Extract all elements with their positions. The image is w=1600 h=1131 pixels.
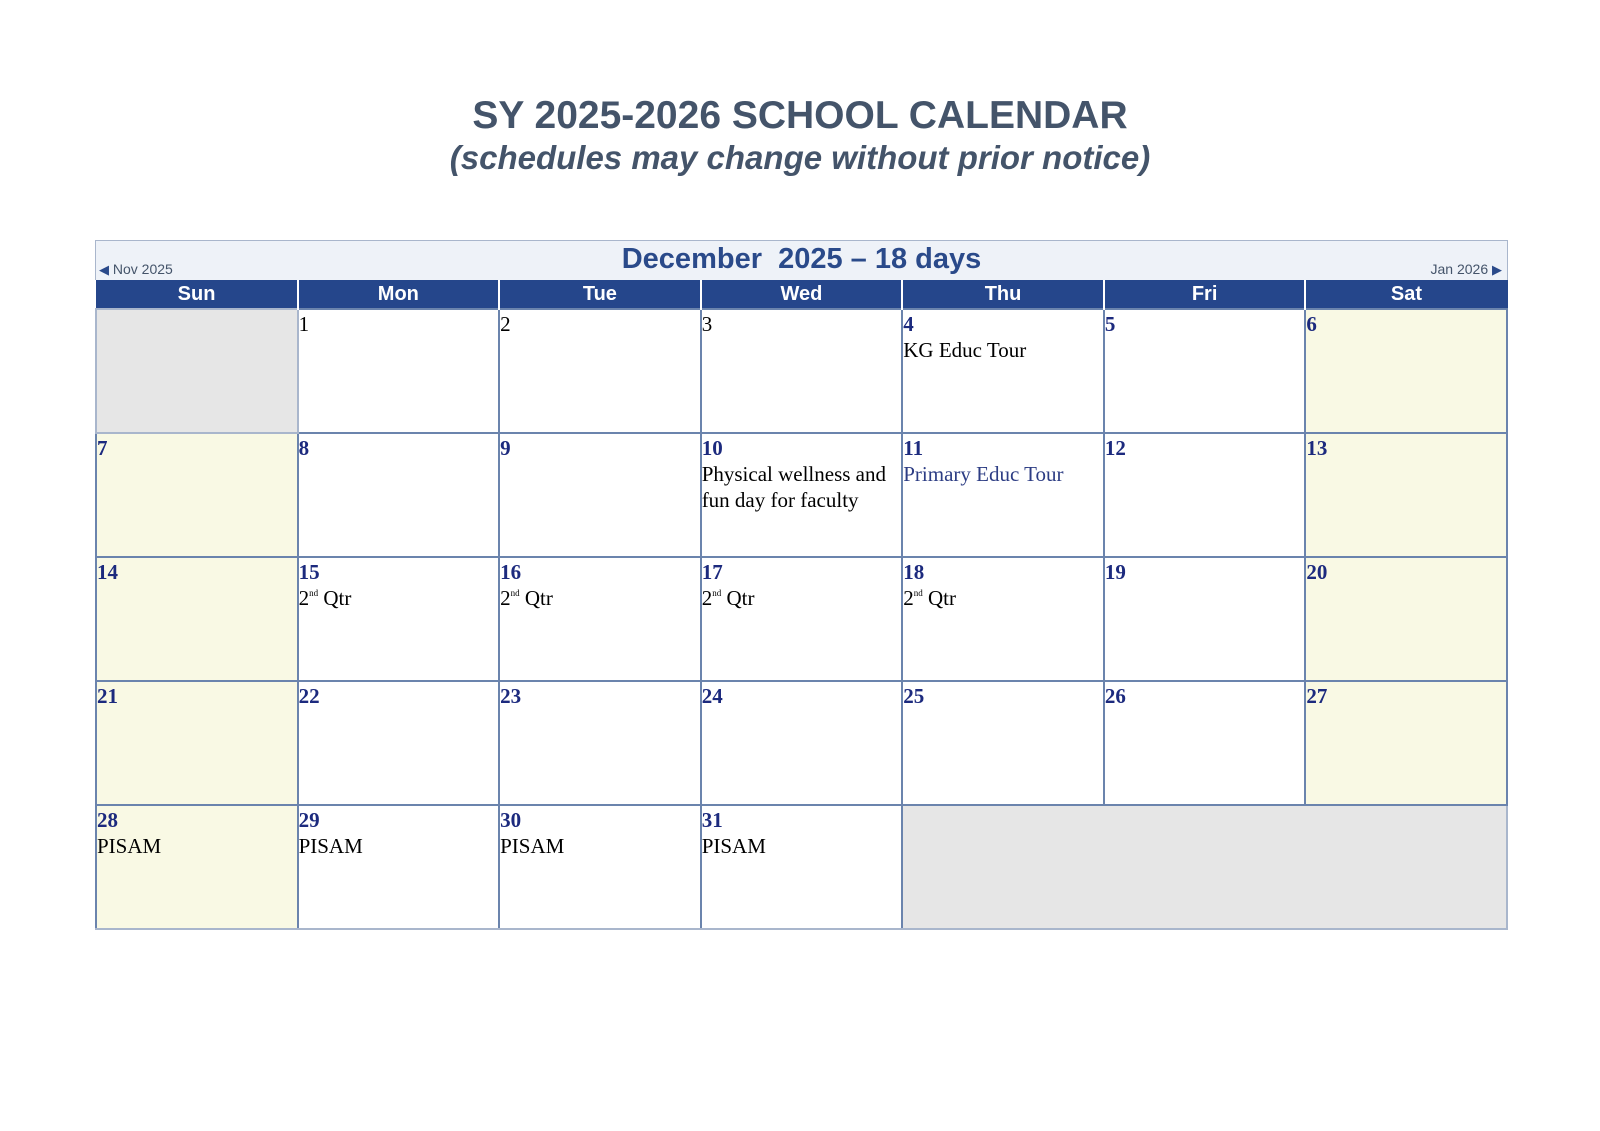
prev-month-label: Nov 2025	[112, 261, 173, 277]
day-number: 6	[1306, 312, 1317, 336]
day-cell-21[interactable]	[96, 681, 298, 805]
day-cell-11[interactable]	[902, 433, 1104, 557]
empty-day-cell	[96, 309, 298, 433]
day-number: 10	[701, 436, 723, 460]
day-cell-23[interactable]	[499, 681, 701, 805]
day-cell-5[interactable]	[1104, 309, 1306, 433]
next-month-link[interactable]	[1431, 261, 1503, 278]
day-cell-9[interactable]	[499, 433, 701, 557]
day-number: 13	[1306, 436, 1328, 460]
triangle-right-icon: ▶	[1492, 262, 1502, 277]
event-kg-educ-tour: KG Educ Tour	[903, 338, 1027, 362]
day-number: 26	[1104, 684, 1126, 708]
day-number: 8	[298, 436, 310, 460]
event-pisam: PISAM	[298, 834, 363, 858]
qtr-word: Qtr	[726, 586, 755, 610]
event-2nd-qtr	[299, 585, 499, 611]
event-pisam: PISAM	[500, 834, 565, 858]
day-number: 2	[500, 312, 511, 336]
weekday-thu: Thu	[902, 280, 1104, 309]
day-cell-30[interactable]	[499, 805, 701, 929]
qtr-number: 2	[500, 586, 511, 610]
week-row	[96, 433, 1507, 557]
weekday-tue: Tue	[499, 280, 701, 309]
day-cell-17[interactable]	[701, 557, 903, 681]
weekday-mon: Mon	[298, 280, 500, 309]
day-cell-3[interactable]	[701, 309, 903, 433]
calendar-header	[95, 240, 1508, 280]
day-cell-20[interactable]	[1305, 557, 1507, 681]
empty-day-cell	[902, 805, 1507, 929]
day-number: 11	[903, 436, 924, 460]
qtr-number: 2	[298, 586, 310, 610]
day-number: 16	[500, 560, 522, 584]
next-month-label: Jan 2026	[1430, 261, 1489, 277]
day-cell-28[interactable]	[96, 805, 298, 929]
day-cell-29[interactable]	[298, 805, 500, 929]
day-number: 14	[97, 560, 118, 584]
week-row	[96, 681, 1507, 805]
day-cell-6[interactable]	[1305, 309, 1507, 433]
qtr-number: 2	[701, 586, 713, 610]
event-2nd-qtr	[702, 585, 902, 611]
week-row	[96, 309, 1507, 433]
day-number: 28	[97, 808, 118, 832]
day-number: 19	[1104, 560, 1126, 584]
day-number: 30	[500, 808, 522, 832]
day-cell-24[interactable]	[701, 681, 903, 805]
event-wellness-day: Physical wellness and fun day for faculty	[701, 462, 886, 512]
day-number: 5	[1104, 312, 1116, 336]
qtr-number: 2	[903, 586, 914, 610]
qtr-word: Qtr	[323, 586, 352, 610]
page-title: SY 2025-2026 SCHOOL CALENDAR	[472, 94, 1128, 137]
qtr-suffix: nd	[309, 588, 319, 598]
day-number: 17	[701, 560, 723, 584]
day-cell-8[interactable]	[298, 433, 500, 557]
day-cell-4[interactable]	[902, 309, 1104, 433]
day-cell-26[interactable]	[1104, 681, 1306, 805]
day-cell-16[interactable]	[499, 557, 701, 681]
day-number: 21	[97, 684, 118, 708]
qtr-suffix: nd	[510, 588, 520, 598]
week-row	[96, 805, 1507, 929]
day-cell-13[interactable]	[1305, 433, 1507, 557]
day-cell-15[interactable]	[298, 557, 500, 681]
weekday-fri: Fri	[1104, 280, 1306, 309]
day-cell-7[interactable]	[96, 433, 298, 557]
weekday-sat: Sat	[1305, 280, 1507, 309]
month-calendar	[95, 240, 1508, 930]
weekday-wed: Wed	[701, 280, 903, 309]
month-title: December 2025 – 18 days	[621, 243, 982, 275]
day-cell-18[interactable]	[902, 557, 1104, 681]
weekday-row	[96, 280, 1507, 309]
day-number: 31	[701, 808, 723, 832]
event-2nd-qtr	[500, 585, 700, 611]
day-number: 23	[500, 684, 522, 708]
day-cell-12[interactable]	[1104, 433, 1306, 557]
day-cell-2[interactable]	[499, 309, 701, 433]
day-cell-1[interactable]	[298, 309, 500, 433]
day-number: 27	[1306, 684, 1328, 708]
day-cell-25[interactable]	[902, 681, 1104, 805]
day-number: 22	[298, 684, 320, 708]
day-number: 7	[97, 436, 108, 460]
page-subtitle: (schedules may change without prior notice)	[449, 139, 1151, 176]
qtr-word: Qtr	[928, 586, 956, 610]
event-pisam: PISAM	[97, 834, 162, 858]
day-number: 12	[1104, 436, 1126, 460]
day-cell-27[interactable]	[1305, 681, 1507, 805]
week-row	[96, 557, 1507, 681]
event-2nd-qtr	[903, 585, 1103, 611]
triangle-left-icon: ◀	[99, 262, 109, 277]
event-primary-educ-tour: Primary Educ Tour	[903, 462, 1064, 486]
day-number: 20	[1306, 560, 1328, 584]
weekday-sun: Sun	[96, 280, 298, 309]
day-number: 4	[903, 312, 914, 336]
day-number: 25	[903, 684, 925, 708]
day-number: 24	[701, 684, 723, 708]
day-number: 18	[903, 560, 925, 584]
day-cell-14[interactable]	[96, 557, 298, 681]
calendar-grid	[95, 280, 1508, 930]
event-pisam: PISAM	[701, 834, 766, 858]
day-number: 3	[701, 312, 713, 336]
day-number: 1	[298, 312, 310, 336]
day-cell-22[interactable]	[298, 681, 500, 805]
day-number: 9	[500, 436, 511, 460]
day-number: 29	[298, 808, 320, 832]
day-cell-31[interactable]	[701, 805, 903, 929]
qtr-suffix: nd	[913, 588, 923, 598]
qtr-word: Qtr	[524, 586, 553, 610]
day-number: 15	[298, 560, 320, 584]
qtr-suffix: nd	[712, 588, 722, 598]
day-cell-10[interactable]	[701, 433, 903, 557]
day-cell-19[interactable]	[1104, 557, 1306, 681]
